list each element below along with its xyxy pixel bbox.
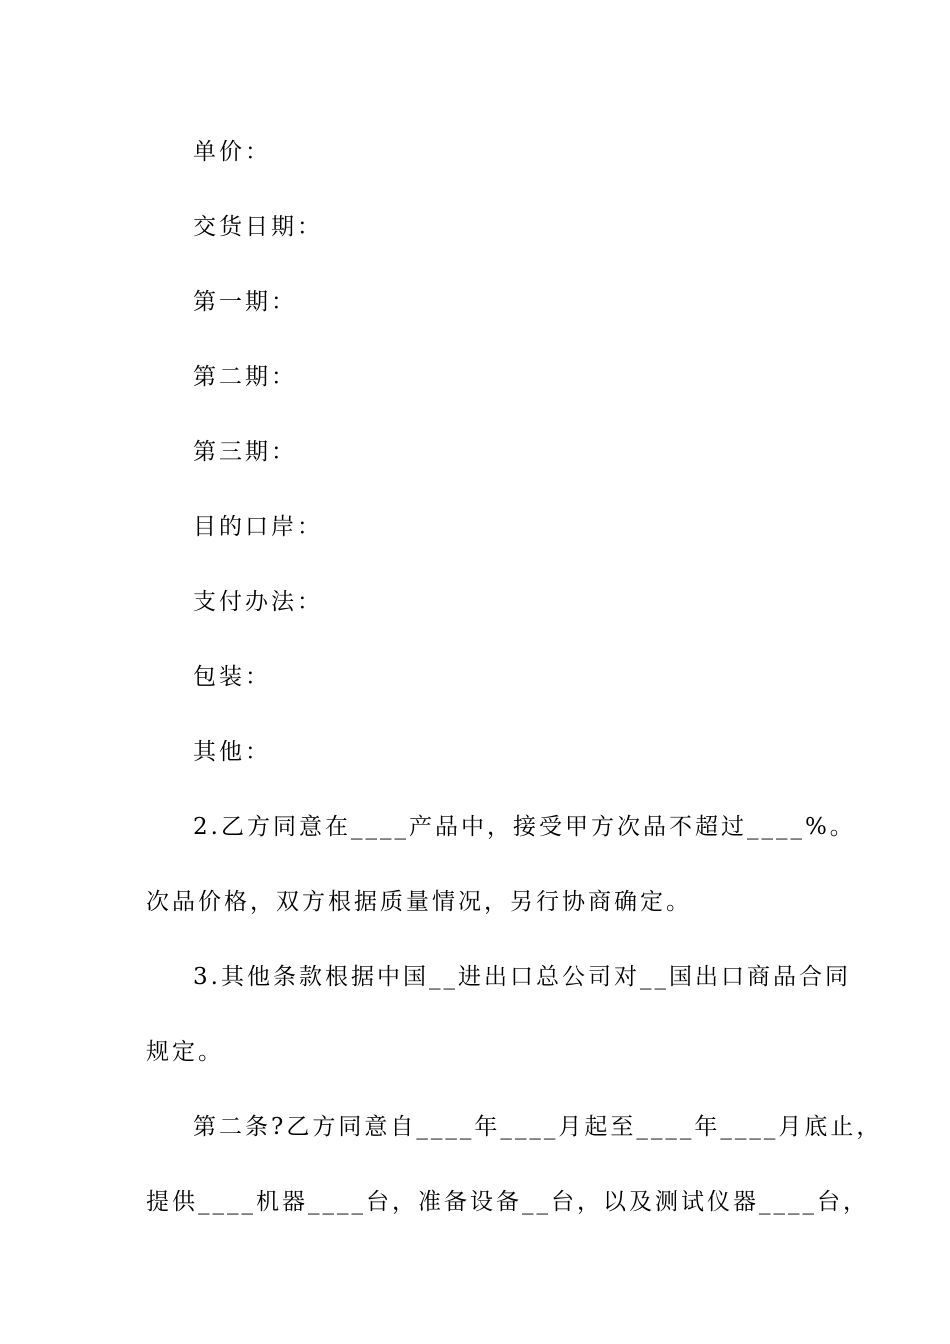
field-destination-port: 目的口岸：: [193, 514, 323, 540]
clause-2-line-1: 2.乙方同意在____产品中，接受甲方次品不超过____%。: [193, 814, 856, 840]
clause-3-line-1: 3.其他条款根据中国__进出口总公司对__国出口商品合同: [193, 964, 851, 990]
field-payment-method: 支付办法：: [193, 589, 323, 615]
field-packaging: 包装：: [193, 664, 271, 690]
field-phase-two: 第二期：: [193, 364, 297, 390]
article-2-line-1: 第二条?乙方同意自____年____月起至____年____月底止，: [193, 1114, 883, 1140]
field-unit-price: 单价：: [193, 139, 271, 165]
field-phase-three: 第三期：: [193, 439, 297, 465]
field-other: 其他：: [193, 739, 271, 765]
article-2-line-2: 提供____机器____台，准备设备__台，以及测试仪器____台，: [146, 1189, 869, 1215]
clause-2-line-2: 次品价格，双方根据质量情况，另行协商确定。: [146, 889, 692, 915]
field-phase-one: 第一期：: [193, 289, 297, 315]
clause-3-line-2: 规定。: [146, 1039, 224, 1065]
field-delivery-date: 交货日期：: [193, 214, 323, 240]
